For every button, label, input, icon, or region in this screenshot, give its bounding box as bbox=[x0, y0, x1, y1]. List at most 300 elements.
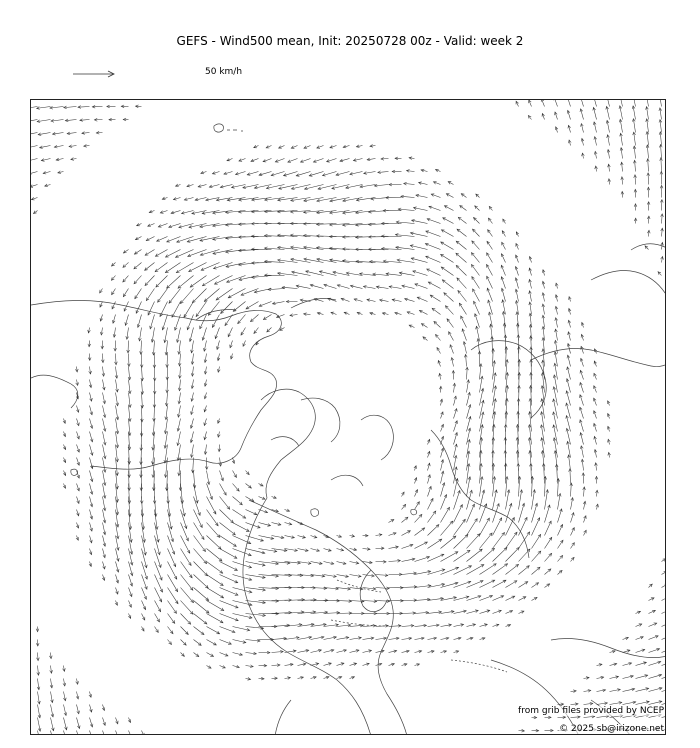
wind-arrow bbox=[519, 503, 525, 522]
wind-arrow bbox=[192, 289, 206, 303]
wind-arrow bbox=[184, 302, 194, 318]
wind-legend bbox=[72, 66, 272, 82]
wind-arrow bbox=[662, 701, 667, 704]
wind-arrow bbox=[246, 614, 266, 616]
wind-arrow bbox=[428, 511, 436, 523]
source-credit: from grib files provided by NCEP bbox=[518, 706, 664, 716]
wind-arrow bbox=[155, 614, 160, 622]
wind-arrow bbox=[155, 263, 167, 272]
wind-arrow bbox=[410, 245, 427, 249]
wind-arrow bbox=[77, 731, 81, 736]
wind-arrow bbox=[142, 536, 146, 556]
wind-arrow bbox=[167, 276, 181, 289]
wind-arrow bbox=[532, 534, 541, 548]
wind-arrow bbox=[662, 674, 667, 678]
wind-arrow bbox=[220, 549, 237, 559]
wind-arrow bbox=[220, 601, 239, 608]
wind-arrow bbox=[155, 588, 162, 602]
wind-arrow bbox=[428, 282, 440, 289]
wind-arrow bbox=[142, 601, 146, 610]
wind-arrow bbox=[432, 308, 440, 314]
wind-arrow bbox=[472, 241, 480, 250]
wind-arrow bbox=[456, 253, 467, 262]
wind-arrow bbox=[389, 626, 402, 627]
wind-arrowhead bbox=[475, 519, 478, 522]
wind-arrow bbox=[207, 588, 224, 598]
wind-arrow bbox=[156, 276, 168, 288]
wind-arrow bbox=[457, 229, 467, 236]
wind-arrow bbox=[165, 263, 180, 273]
wind-arrow bbox=[220, 588, 239, 596]
wind-arrow bbox=[167, 237, 181, 242]
wind-arrow bbox=[168, 575, 178, 592]
wind-arrow bbox=[200, 250, 219, 256]
wind-arrow bbox=[252, 263, 272, 264]
wind-arrow bbox=[207, 653, 214, 657]
wind-arrow bbox=[220, 627, 236, 633]
wind-arrow bbox=[545, 490, 548, 510]
wind-arrow bbox=[142, 549, 147, 568]
wind-arrow bbox=[155, 536, 160, 555]
wind-arrow bbox=[441, 536, 456, 549]
wind-arrow bbox=[646, 100, 648, 107]
wind-arrow bbox=[487, 276, 493, 288]
wind-arrow bbox=[155, 250, 167, 257]
wind-arrow bbox=[238, 315, 246, 324]
wind-arrow bbox=[155, 549, 161, 568]
wind-arrow bbox=[103, 731, 107, 736]
wind-arrow bbox=[493, 504, 499, 523]
wind-arrow bbox=[571, 483, 572, 497]
wind-arrow bbox=[360, 185, 376, 188]
wind-arrow bbox=[467, 519, 478, 536]
wind-arrow bbox=[417, 297, 427, 301]
wind-arrow bbox=[472, 277, 480, 289]
map-canvas bbox=[31, 100, 666, 735]
wind-arrow bbox=[155, 601, 161, 612]
wind-arrow bbox=[207, 562, 223, 574]
wind-arrow bbox=[246, 302, 259, 309]
wind-arrow bbox=[442, 280, 453, 289]
wind-arrow bbox=[428, 498, 434, 509]
wind-arrow bbox=[135, 289, 142, 299]
wind-arrow bbox=[31, 172, 38, 175]
wind-arrow bbox=[181, 627, 189, 635]
wind-arrow bbox=[129, 731, 132, 736]
wind-arrow bbox=[168, 523, 174, 542]
wind-arrow bbox=[207, 549, 223, 562]
wind-arrow bbox=[662, 597, 667, 601]
wind-arrow bbox=[157, 237, 168, 242]
wind-arrow bbox=[142, 367, 143, 381]
wind-arrow bbox=[532, 490, 535, 510]
wind-arrow bbox=[363, 626, 376, 627]
wind-arrow bbox=[176, 263, 193, 273]
wind-arrow bbox=[207, 536, 222, 550]
wind-arrow bbox=[606, 100, 609, 107]
wind-arrow bbox=[460, 206, 467, 211]
wind-arrow bbox=[662, 661, 667, 665]
wind-arrow bbox=[580, 100, 584, 107]
wind-arrow bbox=[506, 532, 518, 548]
wind-arrow bbox=[116, 354, 117, 365]
wind-arrow bbox=[661, 145, 662, 159]
wind-arrow bbox=[474, 301, 480, 314]
wind-arrow bbox=[662, 609, 667, 613]
wind-arrow bbox=[376, 588, 390, 589]
wind-map bbox=[30, 99, 666, 735]
wind-arrow bbox=[471, 253, 479, 263]
wind-arrow bbox=[441, 507, 450, 522]
wind-arrow bbox=[181, 614, 191, 625]
wind-arrow bbox=[181, 497, 185, 517]
wind-arrow bbox=[456, 265, 466, 275]
wind-arrow bbox=[207, 601, 224, 611]
wind-arrow bbox=[532, 551, 541, 561]
wind-arrow bbox=[187, 315, 193, 330]
wind-arrow bbox=[190, 276, 206, 288]
wind-arrow bbox=[457, 278, 467, 289]
wind-arrow bbox=[441, 495, 447, 510]
wind-arrow bbox=[471, 265, 479, 276]
wind-arrow bbox=[633, 100, 636, 107]
wind-arrow bbox=[454, 456, 457, 471]
wind-arrowhead bbox=[112, 292, 115, 295]
wind-arrow bbox=[444, 206, 453, 211]
wind-arrow bbox=[545, 505, 550, 523]
wind-arrowhead bbox=[220, 583, 223, 586]
wind-arrow bbox=[148, 302, 154, 316]
wind-arrowhead bbox=[201, 536, 204, 539]
wind-arrow bbox=[228, 328, 232, 337]
wind-arrow bbox=[376, 626, 389, 627]
wind-arrow bbox=[493, 596, 504, 601]
wind-arrow bbox=[145, 263, 155, 271]
wind-arrow bbox=[154, 341, 155, 356]
wind-arrow bbox=[493, 533, 505, 549]
wind-arrow bbox=[177, 237, 194, 243]
wind-arrow bbox=[487, 253, 493, 263]
wind-arrow bbox=[458, 217, 466, 223]
wind-arrow bbox=[519, 582, 528, 588]
wind-arrow bbox=[193, 458, 194, 473]
wind-arrow bbox=[648, 159, 649, 172]
wind-arrow bbox=[555, 451, 557, 471]
wind-arrow bbox=[233, 549, 252, 556]
wind-arrow bbox=[207, 575, 224, 586]
wind-arrow bbox=[167, 354, 168, 368]
wind-arrow bbox=[441, 267, 453, 276]
wind-arrow bbox=[519, 517, 528, 535]
wind-arrow bbox=[502, 242, 506, 249]
wind-arrow bbox=[467, 367, 468, 379]
wind-arrow bbox=[493, 580, 507, 587]
wind-arrow bbox=[146, 289, 154, 301]
wind-arrow bbox=[441, 521, 453, 535]
copyright-credit: © 2025 sb@irizone.net bbox=[559, 724, 664, 734]
wind-arrow bbox=[661, 158, 662, 172]
wind-arrow bbox=[233, 627, 250, 631]
wind-arrow bbox=[467, 504, 475, 522]
wind-arrowhead bbox=[525, 582, 528, 585]
wind-arrow bbox=[221, 302, 233, 314]
wind-arrow bbox=[178, 445, 181, 461]
wind-arrow bbox=[200, 224, 220, 227]
chart-title: GEFS - Wind500 mean, Init: 20250728 00z - Valid: week 2 bbox=[176, 34, 524, 48]
wind-arrow bbox=[662, 622, 667, 626]
wind-arrow bbox=[467, 581, 484, 588]
wind-arrow bbox=[191, 445, 193, 458]
wind-arrow bbox=[134, 263, 142, 269]
wind-arrow bbox=[251, 315, 259, 322]
wind-arrow bbox=[142, 380, 143, 395]
wind-arrowhead bbox=[135, 296, 138, 299]
wind-arrow bbox=[415, 557, 430, 562]
wind-arrow bbox=[402, 613, 416, 614]
wind-arrow bbox=[233, 614, 253, 618]
wind-arrow bbox=[593, 100, 597, 107]
wind-arrow bbox=[207, 640, 217, 646]
wind-arrow bbox=[425, 244, 440, 250]
wind-arrow bbox=[506, 596, 515, 600]
wind-arrow bbox=[116, 419, 118, 434]
wind-arrow bbox=[428, 554, 444, 561]
wind-arrow bbox=[180, 367, 181, 379]
wind-arrow bbox=[233, 562, 252, 568]
wind-arrow bbox=[263, 315, 271, 320]
legend-speed-label: 50 km/h bbox=[205, 67, 243, 77]
wind-arrow bbox=[662, 635, 667, 640]
wind-arrow bbox=[419, 310, 427, 314]
wind-arrow bbox=[31, 120, 38, 123]
wind-arrow bbox=[233, 575, 252, 581]
wind-arrow bbox=[449, 332, 454, 341]
wind-arrow bbox=[473, 229, 480, 236]
wind-vector-field bbox=[31, 100, 666, 735]
wind-arrow bbox=[662, 688, 667, 692]
wind-arrow bbox=[142, 731, 145, 736]
wind-arrow bbox=[134, 276, 142, 284]
wind-arrow bbox=[158, 289, 168, 303]
wind-arrow bbox=[506, 547, 520, 561]
wind-arrow bbox=[90, 731, 94, 736]
wind-arrow bbox=[220, 510, 234, 523]
wind-arrow bbox=[493, 548, 507, 562]
wind-arrow bbox=[116, 731, 119, 736]
wind-arrow bbox=[545, 477, 546, 497]
wind-arrow bbox=[488, 230, 493, 237]
wind-arrow bbox=[168, 614, 175, 624]
wind-arrowhead bbox=[188, 562, 191, 565]
wind-arrow bbox=[172, 302, 181, 318]
wind-arrow bbox=[123, 289, 128, 297]
wind-arrow bbox=[200, 237, 220, 241]
wind-arrow bbox=[430, 295, 440, 301]
wind-arrow bbox=[427, 269, 441, 276]
wind-arrow bbox=[480, 504, 487, 523]
wind-arrow bbox=[233, 484, 240, 492]
wind-arrow bbox=[187, 237, 206, 242]
wind-arrow bbox=[461, 316, 467, 328]
wind-arrow bbox=[458, 291, 467, 302]
wind-arrow bbox=[532, 567, 541, 574]
wind-arrow bbox=[181, 601, 194, 615]
wind-arrow bbox=[220, 484, 227, 496]
wind-arrow bbox=[165, 419, 167, 434]
wind-arrow bbox=[129, 354, 130, 367]
wind-arrow bbox=[480, 533, 493, 549]
wind-arrow bbox=[136, 302, 141, 314]
wind-arrow bbox=[103, 354, 104, 363]
wind-arrow bbox=[662, 648, 667, 653]
wind-arrow bbox=[214, 263, 233, 269]
wind-arrow bbox=[426, 231, 441, 236]
wind-arrow bbox=[647, 107, 649, 120]
wind-arrow bbox=[467, 534, 481, 549]
coastlines bbox=[31, 124, 666, 735]
wind-arrow bbox=[220, 536, 237, 547]
wind-arrow bbox=[212, 315, 219, 328]
wind-arrow bbox=[220, 575, 238, 583]
wind-arrow bbox=[208, 302, 219, 316]
wind-arrow bbox=[246, 523, 261, 528]
wind-arrow bbox=[37, 120, 50, 122]
wind-arrowhead bbox=[100, 290, 103, 293]
wind-arrow bbox=[480, 564, 497, 575]
wind-arrow bbox=[567, 100, 571, 107]
wind-arrow bbox=[226, 250, 246, 253]
wind-arrow bbox=[207, 614, 224, 623]
wind-arrow bbox=[78, 107, 90, 108]
wind-arrow bbox=[220, 523, 236, 535]
wind-arrow bbox=[493, 564, 508, 575]
wind-arrow bbox=[168, 497, 170, 517]
wind-arrow bbox=[226, 237, 246, 239]
wind-arrow bbox=[207, 484, 213, 500]
wind-arrow bbox=[620, 100, 623, 107]
wind-arrow bbox=[459, 303, 466, 314]
wind-arrow bbox=[415, 514, 422, 522]
wind-arrow bbox=[506, 564, 519, 574]
wind-arrow bbox=[441, 230, 453, 237]
wind-arrow bbox=[519, 532, 530, 549]
wind-arrow bbox=[541, 100, 544, 107]
wind-arrow bbox=[487, 265, 493, 276]
wind-arrow bbox=[428, 525, 439, 536]
wind-arrow bbox=[443, 218, 454, 224]
wind-arrow bbox=[134, 250, 141, 255]
wind-arrow bbox=[194, 627, 205, 635]
wind-arrow bbox=[64, 731, 68, 736]
wind-arrow bbox=[454, 519, 466, 535]
wind-arrow bbox=[31, 146, 38, 149]
wind-arrow bbox=[180, 289, 193, 304]
wind-arrowhead bbox=[129, 734, 132, 735]
wind-arrow bbox=[428, 539, 442, 548]
wind-arrow bbox=[168, 601, 177, 614]
wind-arrow bbox=[145, 250, 154, 256]
wind-arrowhead bbox=[430, 295, 433, 298]
wind-arrow bbox=[220, 562, 238, 571]
wind-arrow bbox=[415, 528, 425, 536]
wind-arrow bbox=[163, 315, 168, 330]
wind-arrow bbox=[426, 256, 441, 262]
wind-arrow bbox=[181, 575, 193, 591]
wind-arrow bbox=[519, 566, 530, 575]
wind-arrow bbox=[194, 601, 210, 614]
wind-arrowhead bbox=[560, 540, 563, 543]
wind-arrow bbox=[554, 100, 557, 107]
wind-arrowhead bbox=[421, 324, 424, 327]
wind-arrow bbox=[445, 306, 453, 315]
wind-arrow bbox=[167, 380, 168, 393]
wind-arrow bbox=[246, 510, 257, 515]
wind-arrow bbox=[220, 614, 239, 621]
wind-arrow bbox=[194, 562, 208, 576]
wind-arrow bbox=[456, 241, 466, 249]
wind-arrow bbox=[51, 731, 54, 736]
wind-arrow bbox=[265, 261, 285, 262]
wind-arrow bbox=[402, 531, 411, 536]
wind-arrowhead bbox=[459, 303, 462, 306]
wind-arrow bbox=[635, 175, 636, 185]
wind-arrow bbox=[216, 289, 232, 301]
wind-arrow bbox=[447, 319, 454, 328]
wind-arrow bbox=[633, 119, 635, 133]
wind-arrow bbox=[454, 505, 463, 523]
wind-arrow bbox=[31, 159, 38, 162]
wind-arrow bbox=[441, 254, 454, 262]
wind-arrow bbox=[415, 542, 428, 549]
wind-arrowhead bbox=[493, 564, 496, 567]
wind-arrow bbox=[194, 588, 209, 601]
wind-arrow bbox=[363, 601, 377, 602]
wind-arrow bbox=[662, 584, 667, 588]
wind-arrow bbox=[376, 575, 388, 576]
wind-arrow bbox=[545, 537, 552, 548]
wind-arrow bbox=[532, 583, 539, 588]
reference-arrow-icon bbox=[72, 66, 132, 82]
wind-arrow bbox=[506, 518, 515, 536]
wind-arrow bbox=[558, 525, 563, 536]
wind-arrow bbox=[660, 100, 662, 107]
wind-arrowhead bbox=[123, 294, 126, 297]
wind-arrow bbox=[376, 601, 390, 602]
wind-arrow bbox=[239, 276, 259, 280]
wind-arrowhead bbox=[665, 584, 666, 587]
wind-arrowhead bbox=[263, 317, 266, 320]
wind-arrowhead bbox=[663, 559, 666, 562]
wind-arrow bbox=[225, 315, 233, 326]
wind-arrowhead bbox=[145, 253, 148, 256]
wind-arrow bbox=[233, 302, 245, 312]
wind-arrow bbox=[411, 258, 427, 262]
wind-arrow bbox=[233, 523, 250, 532]
wind-arrow bbox=[480, 518, 490, 535]
wind-arrow bbox=[487, 241, 493, 249]
wind-arrow bbox=[558, 540, 564, 548]
wind-arrow bbox=[207, 627, 220, 634]
wind-arrow bbox=[141, 341, 142, 355]
wind-arrow bbox=[207, 510, 219, 526]
wind-arrow bbox=[233, 510, 246, 519]
wind-arrow bbox=[278, 273, 298, 275]
wind-arrow bbox=[558, 494, 561, 510]
wind-arrow bbox=[194, 575, 209, 589]
wind-arrow bbox=[570, 469, 571, 484]
wind-arrow bbox=[545, 521, 552, 535]
wind-arrow bbox=[473, 289, 480, 302]
